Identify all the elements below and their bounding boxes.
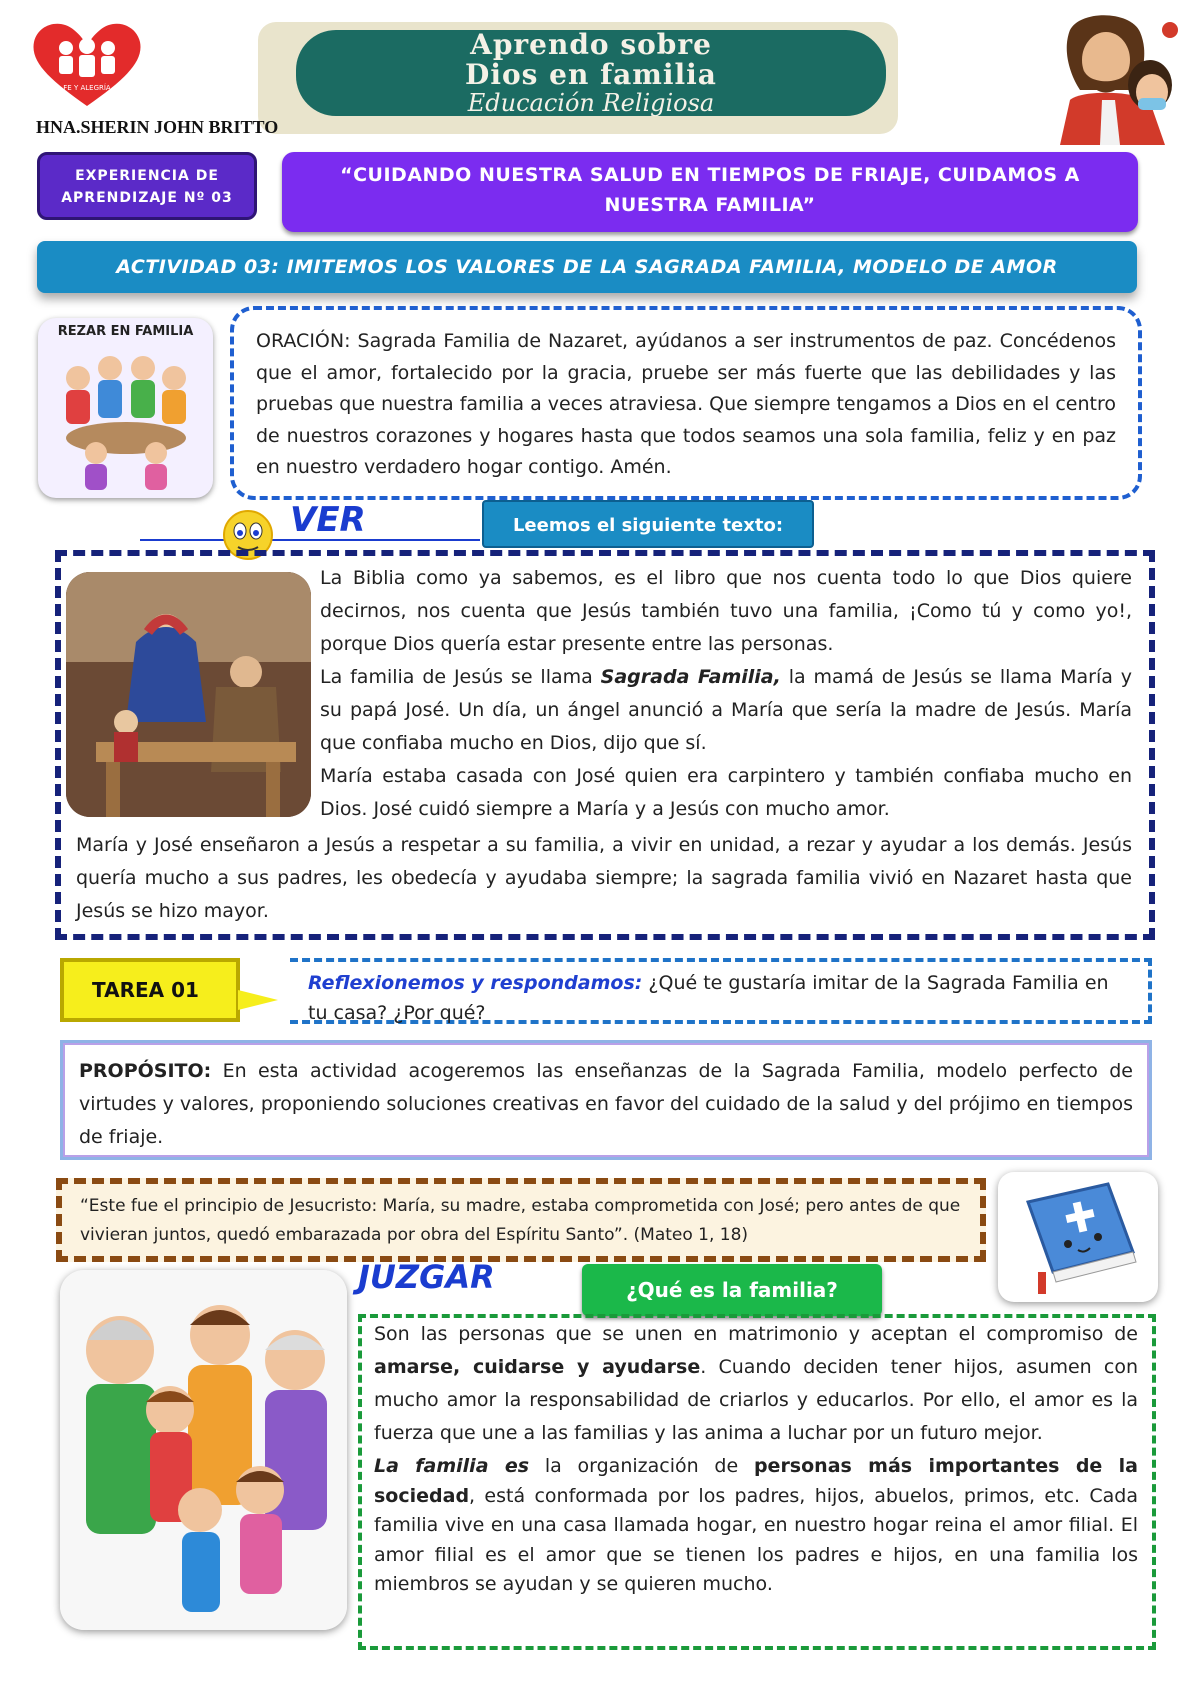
experience-badge: [37, 152, 257, 220]
task-question: [290, 958, 1152, 1024]
family-cartoon-image: [60, 1270, 347, 1630]
session-title: [282, 152, 1138, 232]
svg-text:FE Y ALEGRÍA: FE Y ALEGRÍA: [63, 84, 111, 92]
bible-paragraph-2: [320, 661, 1132, 760]
family-p2-mid: la organización de: [529, 1455, 754, 1477]
experience-line-1: EXPERIENCIA DE: [75, 168, 219, 184]
family-definition-p1: [374, 1318, 1138, 1450]
prayer-box: ORACIÓN: Sagrada Familia de Nazaret, ayúdanos a ser instrumentos de paz. Concédenos que el amor, fortalecido por la gracia, pruebe ser más fuerte que las debilidades y las pruebas que nuestra familia a veces atraviesa. Que siempre tengamos a Dios en el centro de nuestros corazones y hogares hasta que todos seamos una sola familia, feliz y en paz en nuestro verdadero hogar contigo. Amén.: [230, 306, 1142, 500]
family-p1-post: . Cuando deciden tener hijos, asumen con mucho amor la responsabilidad de criarlos y educarlos. Por ello, el amor es la fuerza que une a las familias y las anima a luchar por un futuro mejor.: [374, 1356, 1138, 1444]
family-definition-p2: [374, 1452, 1138, 1600]
bible-paragraph-3: María estaba casada con José quien era carpintero y también confiaba mucho en Dios. José cuidó siempre a María y a Jesús con mucho amor.: [320, 765, 1132, 820]
bible-quote: “Este fue el principio de Jesucristo: María, su madre, estaba comprometida con José; pero antes de que vivieran juntos, quedó embarazada por obra del Espíritu Santo”. (Mateo 1, 18): [56, 1178, 986, 1262]
what-is-family-button: ¿Qué es la familia?: [582, 1264, 882, 1316]
holy-family-image: [66, 572, 311, 817]
banner-line-1: Aprendo sobre: [470, 28, 712, 61]
purpose-label: PROPÓSITO:: [79, 1060, 212, 1082]
banner-line-3: Educación Religiosa: [467, 89, 715, 117]
experience-line-2: APRENDIZAJE Nº 03: [61, 190, 233, 206]
important-persons-bold: personas más importantes de la sociedad: [374, 1455, 1138, 1507]
session-title-line-1: “CUIDANDO NUESTRA SALUD EN TIEMPOS DE FRIAJE, CUIDAMOS A: [340, 164, 1080, 186]
task-pointer: [238, 990, 278, 1010]
sagrada-familia-bold: Sagrada Familia,: [600, 666, 781, 688]
fe-y-alegria-logo: [30, 20, 145, 110]
task-question-text: ¿Qué te gustaría imitar de la Sagrada Familia en tu casa? ¿Por qué?: [308, 972, 1109, 1024]
bible-paragraph-1: La Biblia como ya sabemos, es el libro que nos cuenta todo lo que Dios quiere decirnos, nos cuenta que Jesús también tuvo una familia, ¡Como tú y como yo!, porque Dios quería estar presente entre las personas.: [320, 567, 1132, 655]
task-question-lead: Reflexionemos y respondamos:: [308, 972, 643, 994]
activity-banner: ACTIVIDAD 03: IMITEMOS LOS VALORES DE LA SAGRADA FAMILIA, MODELO DE AMOR: [37, 241, 1137, 293]
purpose-text: En esta actividad acogeremos las enseñanzas de la Sagrada Familia, modelo perfecto de virtudes y valores, proponiendo soluciones creativas en favor del cuidado de la salud y del prójimo en tiempos de friaje.: [79, 1060, 1133, 1148]
pray-family-image: [38, 318, 213, 498]
juzgar-heading: JUZGAR: [358, 1258, 495, 1296]
bible-paragraph-4: María y José enseñaron a Jesús a respetar a su familia, a vivir en unidad, a rezar y ayudar a los demás. Jesús quería mucho a sus padres, les obedecía y ayudaba siempre; la sagrada familia vivió en Nazaret hasta que Jesús se hizo mayor.: [76, 834, 1132, 922]
session-title-line-2: NUESTRA FAMILIA”: [604, 194, 816, 216]
bible-p2-pre: La familia de Jesús se llama: [320, 666, 601, 688]
jesus-illustration: [1040, 10, 1190, 145]
family-p1-pre: Son las personas que se unen en matrimonio y aceptan el compromiso de: [374, 1323, 1138, 1345]
family-values-bold: amarse, cuidarse y ayudarse: [374, 1356, 701, 1378]
task-label: TAREA 01: [60, 958, 240, 1022]
banner-line-2: Dios en familia: [465, 58, 717, 91]
ver-heading: VER: [290, 500, 366, 540]
read-text-button: Leemos el siguiente texto:: [482, 500, 814, 548]
bible-book-icon: [998, 1172, 1158, 1302]
family-p2-post: , está conformada por los padres, hijos, abuelos, primos, etc. Cada familia vive en una casa llamada hogar, en nuestro hogar reina el amor filial. El amor filial es el amor que se tienen los padres e hijos, en una familia los miembros se ayudan y se quieren mucho.: [374, 1484, 1138, 1595]
family-is-bold: La familia es: [374, 1455, 530, 1477]
author-name: HNA.SHERIN JOHN BRITTO: [36, 117, 279, 137]
purpose-box: [60, 1040, 1152, 1160]
bible-story-text: [320, 562, 1132, 826]
course-banner: [258, 22, 898, 134]
bible-p2-post: la mamá de Jesús se llama María y su papá José. Un día, un ángel anunció a María que sería la madre de Jesús. María que confiaba mucho en Dios, dijo que sí.: [320, 666, 1132, 754]
pray-family-label: REZAR EN FAMILIA: [57, 324, 194, 339]
